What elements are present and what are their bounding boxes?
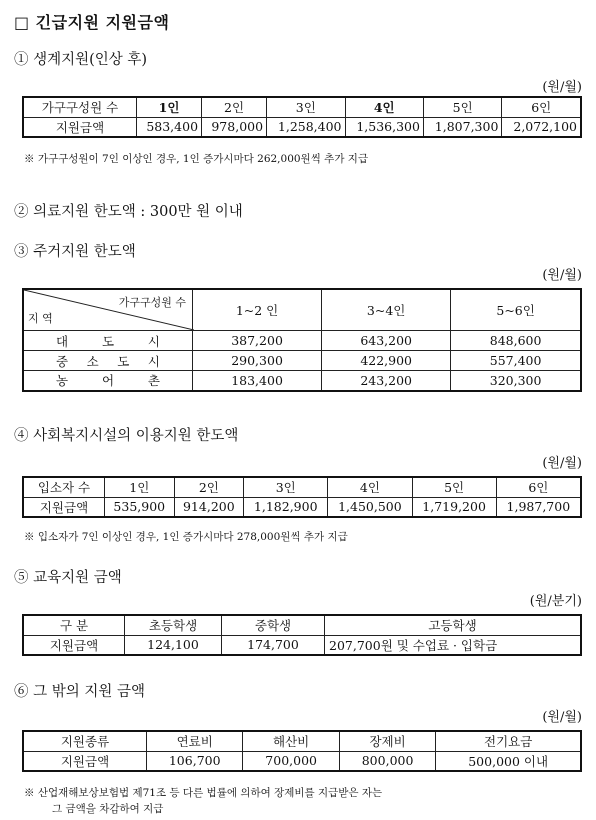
table-cell: 106,700 (147, 751, 243, 771)
table-cell: 1,182,900 (244, 497, 328, 517)
housing-support-table (22, 288, 582, 392)
region-char: 소 (86, 353, 99, 369)
education-support-table (22, 614, 582, 656)
table-cell: 124,100 (125, 635, 222, 655)
facility-support-table (22, 476, 582, 518)
table-cell: 1,536,300 (345, 117, 423, 137)
section-1-note: ※ 가구구성원이 7인 이상인 경우, 1인 증가시마다 262,000원씩 추가 지급 (24, 153, 369, 165)
table-cell: 500,000 이내 (436, 751, 581, 771)
table-cell: 320,300 (451, 371, 581, 391)
table-header-cell: 해산비 (243, 731, 339, 751)
table-header-cell: 초등학생 (125, 615, 222, 635)
region-char: 농 (56, 373, 69, 389)
table-header-row (23, 97, 581, 117)
other-support-table (22, 730, 582, 772)
table-header-row (23, 731, 581, 751)
table-cell: 207,700원 및 수업료 · 입학금 (325, 635, 582, 655)
table-cell: 1,719,200 (412, 497, 496, 517)
table-header-row (23, 477, 581, 497)
table-header-cell: 1~2 인 (193, 289, 322, 331)
living-support-table (22, 96, 582, 138)
section-5-heading: ⑤ 교육지원 금액 (14, 570, 122, 586)
table-header-row (23, 615, 581, 635)
table-header-cell: 5인 (412, 477, 496, 497)
region-char: 도 (101, 333, 115, 349)
section-4-note: ※ 입소자가 7인 이상인 경우, 1인 증가시마다 278,000원씩 추가 지급 (24, 531, 348, 543)
table-header-cell: 1인 (105, 477, 175, 497)
table-row (23, 635, 581, 655)
table-cell: 583,400 (137, 117, 202, 137)
table-header-cell: 구 분 (23, 615, 125, 635)
table-header-cell: 6인 (502, 97, 581, 117)
corner-label-household: 가구구성원 수 (118, 296, 186, 309)
section-3-unit: (원/월) (542, 268, 582, 283)
section-4-unit: (원/월) (542, 456, 582, 471)
section-6-note-line-1: ※ 산업재해보상보험법 제71조 등 다른 법률에 의하여 장제비를 지급받은 자는 (24, 787, 383, 799)
region-char: 어 (101, 373, 115, 389)
section-1-heading: ① 생계지원(인상 후) (14, 52, 148, 68)
table-header-cell: 3인 (244, 477, 328, 497)
table-cell: 914,200 (174, 497, 244, 517)
table-cell: 643,200 (322, 331, 451, 351)
section-6-heading: ⑥ 그 밖의 지원 금액 (14, 684, 145, 700)
table-header-cell: 연료비 (147, 731, 243, 751)
table-row (23, 371, 581, 391)
table-cell: 1,258,400 (267, 117, 345, 137)
table-header-cell: 가구구성원 수 (23, 97, 137, 117)
table-header-cell: 2인 (174, 477, 244, 497)
table-cell: 557,400 (451, 351, 581, 371)
table-header-cell: 5~6인 (451, 289, 581, 331)
table-cell: 422,900 (322, 351, 451, 371)
table-cell: 290,300 (193, 351, 322, 371)
table-row (23, 497, 581, 517)
region-char: 중 (56, 353, 69, 369)
table-row (23, 351, 581, 371)
table-cell: 183,400 (193, 371, 322, 391)
table-cell: 1,987,700 (496, 497, 581, 517)
table-header-cell: 2인 (202, 97, 267, 117)
table-header-row (23, 289, 581, 331)
region-cell (23, 331, 193, 351)
table-cell: 978,000 (202, 117, 267, 137)
table-cell: 243,200 (322, 371, 451, 391)
table-cell: 700,000 (243, 751, 339, 771)
region-char: 시 (147, 353, 160, 369)
table-header-cell: 4인 (328, 477, 412, 497)
table-cell: 174,700 (222, 635, 325, 655)
table-header-cell: 5인 (423, 97, 501, 117)
table-row-label: 지원금액 (23, 117, 137, 137)
section-3-heading: ③ 주거지원 한도액 (14, 244, 136, 260)
table-cell: 800,000 (339, 751, 435, 771)
table-header-cell: 지원종류 (23, 731, 147, 751)
table-header-cell: 1인 (137, 97, 202, 117)
table-cell: 848,600 (451, 331, 581, 351)
diagonal-header-cell (23, 289, 193, 331)
table-cell: 387,200 (193, 331, 322, 351)
table-header-cell: 3인 (267, 97, 345, 117)
table-header-cell: 입소자 수 (23, 477, 105, 497)
table-cell: 1,450,500 (328, 497, 412, 517)
table-header-cell: 장제비 (339, 731, 435, 751)
table-header-cell: 4인 (345, 97, 423, 117)
region-char: 시 (147, 333, 160, 349)
region-char: 대 (56, 333, 69, 349)
region-cell (23, 371, 193, 391)
table-header-cell: 6인 (496, 477, 581, 497)
table-header-cell: 중학생 (222, 615, 325, 635)
table-header-cell: 3~4인 (322, 289, 451, 331)
section-6-unit: (원/월) (542, 710, 582, 725)
section-6-note-line-2: 그 금액을 차감하여 지급 (52, 803, 164, 815)
table-row (23, 751, 581, 771)
page-title: □ 긴급지원 지원금액 (14, 13, 170, 32)
table-header-cell: 고등학생 (325, 615, 582, 635)
table-row-label: 지원금액 (23, 497, 105, 517)
section-4-heading: ④ 사회복지시설의 이용지원 한도액 (14, 428, 239, 444)
corner-label-region: 지 역 (28, 312, 53, 325)
section-2-heading: ② 의료지원 한도액 : 300만 원 이내 (14, 204, 243, 220)
table-row (23, 331, 581, 351)
region-char: 촌 (147, 373, 160, 389)
region-cell (23, 351, 193, 371)
section-5-unit: (원/분기) (529, 594, 582, 609)
region-char: 도 (117, 353, 130, 369)
table-header-cell: 전기요금 (436, 731, 581, 751)
table-row (23, 117, 581, 137)
section-1-unit: (원/월) (542, 80, 582, 95)
table-row-label: 지원금액 (23, 635, 125, 655)
table-row-label: 지원금액 (23, 751, 147, 771)
table-cell: 2,072,100 (502, 117, 581, 137)
table-cell: 1,807,300 (423, 117, 501, 137)
table-cell: 535,900 (105, 497, 175, 517)
